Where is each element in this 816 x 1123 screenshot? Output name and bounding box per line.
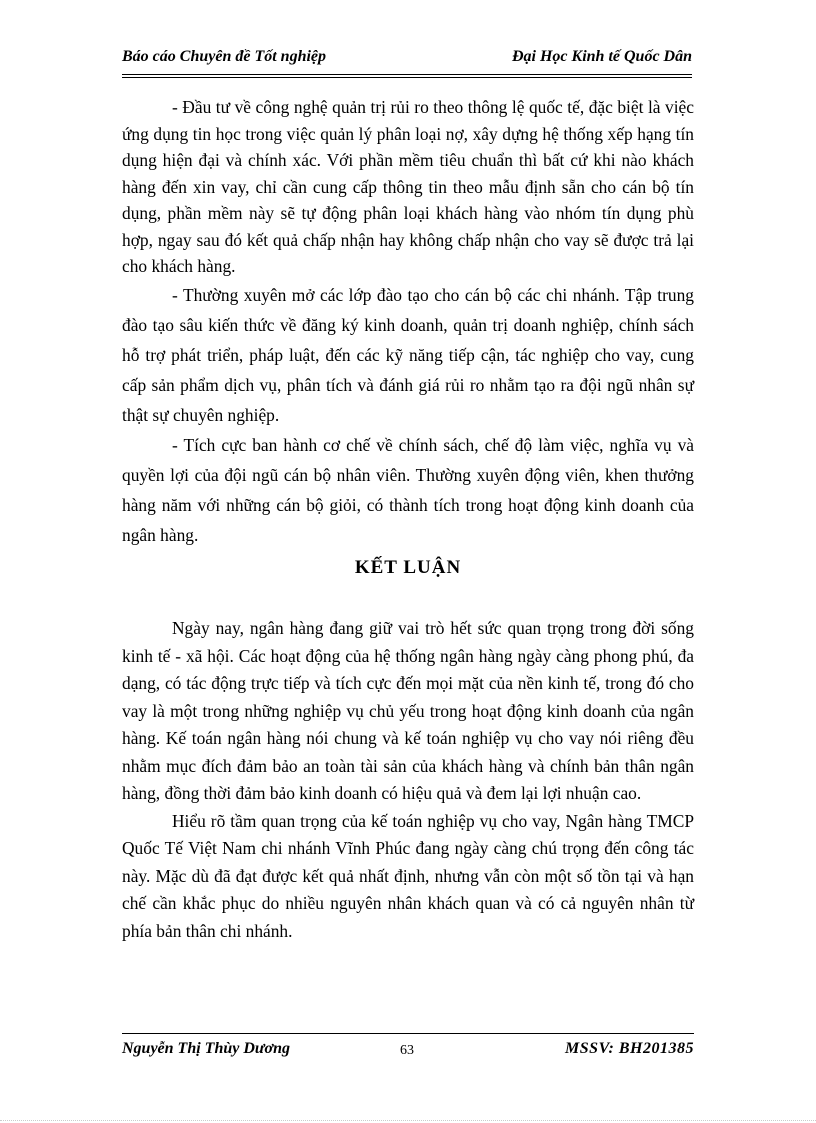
page-number: 63 [400,1043,414,1058]
page-footer [122,1033,694,1064]
page-body [122,94,694,945]
paragraph-policy: - Tích cực ban hành cơ chế về chính sách, chế độ làm việc, nghĩa vụ và quyền lợi của đội ngũ cán bộ nhân viên. Thường xuyên động viên, khen thưởng hàng năm với những cán bộ giỏi, có thành tích trong hoạt động kinh doanh của ngân hàng. [122,434,694,545]
header-university: Đại Học Kinh tế Quốc Dân [511,48,692,65]
footer-student-id: MSSV: BH201385 [565,1040,694,1057]
paragraph-technology: - Đầu tư về công nghệ quản trị rủi ro theo thông lệ quốc tế, đặc biệt là việc ứng dụng tin học trong việc quản lý phân loại nợ, xây dựng hệ thống xếp hạng tín dụng hiện đại và chính xác. Với phần mềm tiêu chuẩn thì bất cứ khi nào khách hàng đến xin vay, chỉ cần cung cấp thông tin theo mẫu định sẵn cho cán bộ tín dụng, phần mềm này sẽ tự động phân loại khách hàng vào nhóm tín dụng phù hợp, ngay sau đó kết quả chấp nhận hay không chấp nhận cho vay sẽ được trả lại cho khách hàng. [122,97,694,276]
conclusion-heading: KẾT LUẬN [354,556,462,578]
conclusion-paragraph-1: Ngày nay, ngân hàng đang giữ vai trò hết sức quan trọng trong đời sống kinh tế - xã hội. Các hoạt động của hệ thống ngân hàng ngày càng phong phú, đa dạng, có tác động trực tiếp và tích cực đến mọi mặt của nền kinh tế, trong đó cho vay là một trong những nghiệp vụ chủ yếu trong hoạt động kinh doanh của ngân hàng. Kế toán ngân hàng nói chung và kế toán nghiệp vụ cho vay nói riêng đều nhằm mục đích đảm bảo an toàn tài sản của khách hàng và chính bản thân ngân hàng, đồng thời đảm bảo kinh doanh có hiệu quả và đem lại lợi nhuận cao. [122,618,694,803]
conclusion-paragraph-2: Hiểu rõ tầm quan trọng của kế toán nghiệp vụ cho vay, Ngân hàng TMCP Quốc Tế Việt Nam chi nhánh Vĩnh Phúc đang ngày càng chú trọng đến công tác này. Mặc dù đã đạt được kết quả nhất định, nhưng vẫn còn một số tồn tại và hạn chế cần khắc phục do nhiều nguyên nhân khách quan và có cả nguyên nhân từ phía bản thân chi nhánh. [122,810,694,941]
paragraph-training: - Thường xuyên mở các lớp đào tạo cho cán bộ các chi nhánh. Tập trung đào tạo sâu kiến thức về đăng ký kinh doanh, quản trị doanh nghiệp, chính sách hỗ trợ phát triển, pháp luật, đến các kỹ năng tiếp cận, tác nghiệp cho vay, cung cấp sản phẩm dịch vụ, phân tích và đánh giá rủi ro nhằm tạo ra đội ngũ nhân sự thật sự chuyên nghiệp. [122,284,694,425]
heading-spacer [122,581,694,615]
page-edge-divider [0,1120,816,1121]
footer-author: Nguyễn Thị Thùy Dương [122,1040,290,1057]
page-header [122,44,692,75]
header-report-title: Báo cáo Chuyên đề Tốt nghiệp [122,48,327,65]
